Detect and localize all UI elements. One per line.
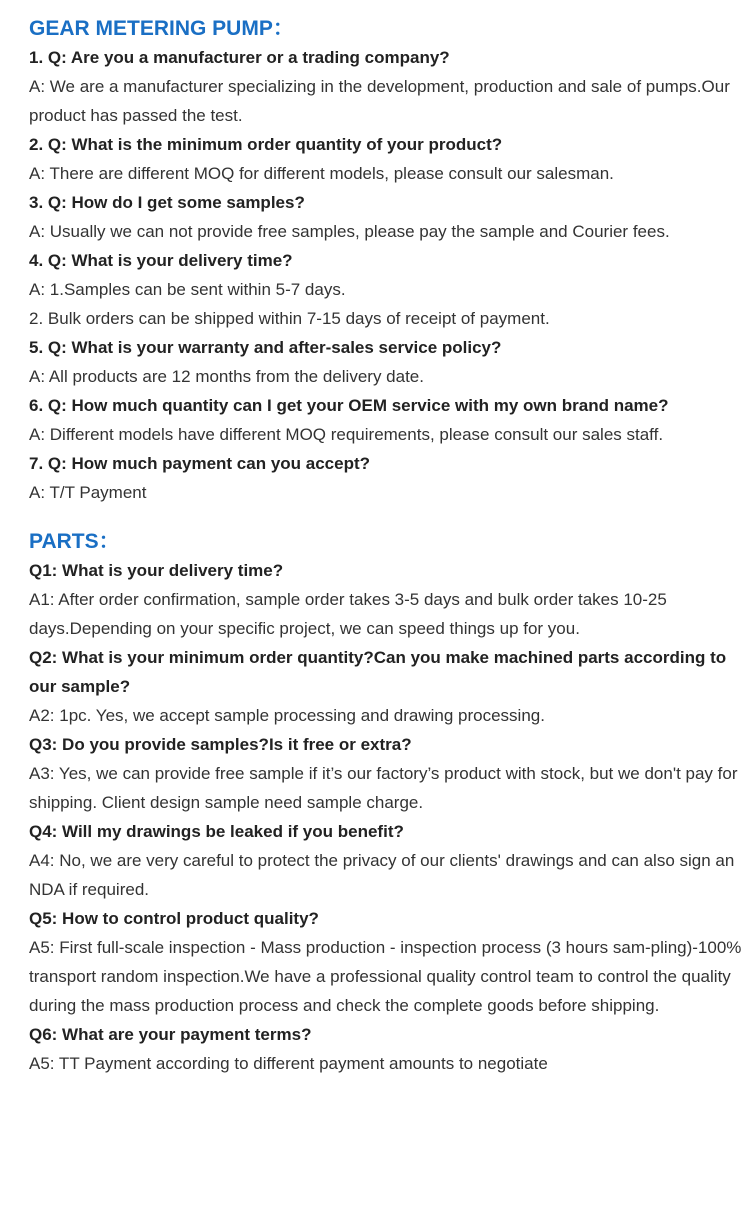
- faq-question: 5. Q: What is your warranty and after-sales service policy?: [29, 338, 502, 357]
- faq-answer: A: Different models have different MOQ requirements, please consult our sales staff.: [29, 425, 664, 444]
- faq-question: 2. Q: What is the minimum order quantity of your product?: [29, 135, 503, 154]
- faq-question: Q5: How to control product quality?: [29, 909, 319, 928]
- faq-question: 7. Q: How much payment can you accept?: [29, 454, 371, 473]
- faq-answer: A: 1.Samples can be sent within 5-7 days.: [29, 280, 346, 299]
- faq-question: 4. Q: What is your delivery time?: [29, 251, 293, 270]
- faq-answer: A5: First full-scale inspection - Mass production - inspection process (3 hours sam-pling)-100% transport random inspection.We have a professional quality control team to control the quality during the mass production process and check the complete goods before shipping.: [29, 938, 742, 1015]
- faq-answer: A4: No, we are very careful to protect the privacy of our clients' drawings and can also sign an NDA if required.: [29, 851, 735, 899]
- section-spacer: [29, 507, 744, 527]
- faq-answer: A1: After order confirmation, sample order takes 3-5 days and bulk order takes 10-25 days.Depending on your specific project, we can speed things up for you.: [29, 590, 667, 638]
- pump-faq-list: [29, 43, 744, 507]
- parts-section-title: PARTS：: [29, 530, 120, 553]
- faq-question: Q6: What are your payment terms?: [29, 1025, 312, 1044]
- faq-answer: 2. Bulk orders can be shipped within 7-15 days of receipt of payment.: [29, 309, 550, 328]
- faq-question: Q2: What is your minimum order quantity?Can you make machined parts according to our sample?: [29, 648, 727, 696]
- faq-page: [29, 14, 744, 1078]
- faq-answer: A: We are a manufacturer specializing in the development, production and sale of pumps.Our product has passed the test.: [29, 77, 730, 125]
- faq-answer: A: T/T Payment: [29, 483, 147, 502]
- faq-answer: A5: TT Payment according to different payment amounts to negotiate: [29, 1054, 548, 1073]
- faq-question: 1. Q: Are you a manufacturer or a trading company?: [29, 48, 450, 67]
- faq-answer: A: There are different MOQ for different models, please consult our salesman.: [29, 164, 614, 183]
- faq-answer: A: Usually we can not provide free samples, please pay the sample and Courier fees.: [29, 222, 670, 241]
- faq-answer: A2: 1pc. Yes, we accept sample processing and drawing processing.: [29, 706, 545, 725]
- faq-question: Q1: What is your delivery time?: [29, 561, 284, 580]
- faq-answer: A3: Yes, we can provide free sample if it’s our factory’s product with stock, but we don't pay for shipping. Client design sample need sample charge.: [29, 764, 738, 812]
- parts-faq-list: [29, 556, 744, 1078]
- faq-question: 3. Q: How do I get some samples?: [29, 193, 305, 212]
- faq-question: 6. Q: How much quantity can I get your OEM service with my own brand name?: [29, 396, 669, 415]
- pump-section-title: GEAR METERING PUMP：: [29, 17, 294, 40]
- faq-question: Q3: Do you provide samples?Is it free or extra?: [29, 735, 412, 754]
- faq-question: Q4: Will my drawings be leaked if you benefit?: [29, 822, 404, 841]
- faq-answer: A: All products are 12 months from the delivery date.: [29, 367, 424, 386]
